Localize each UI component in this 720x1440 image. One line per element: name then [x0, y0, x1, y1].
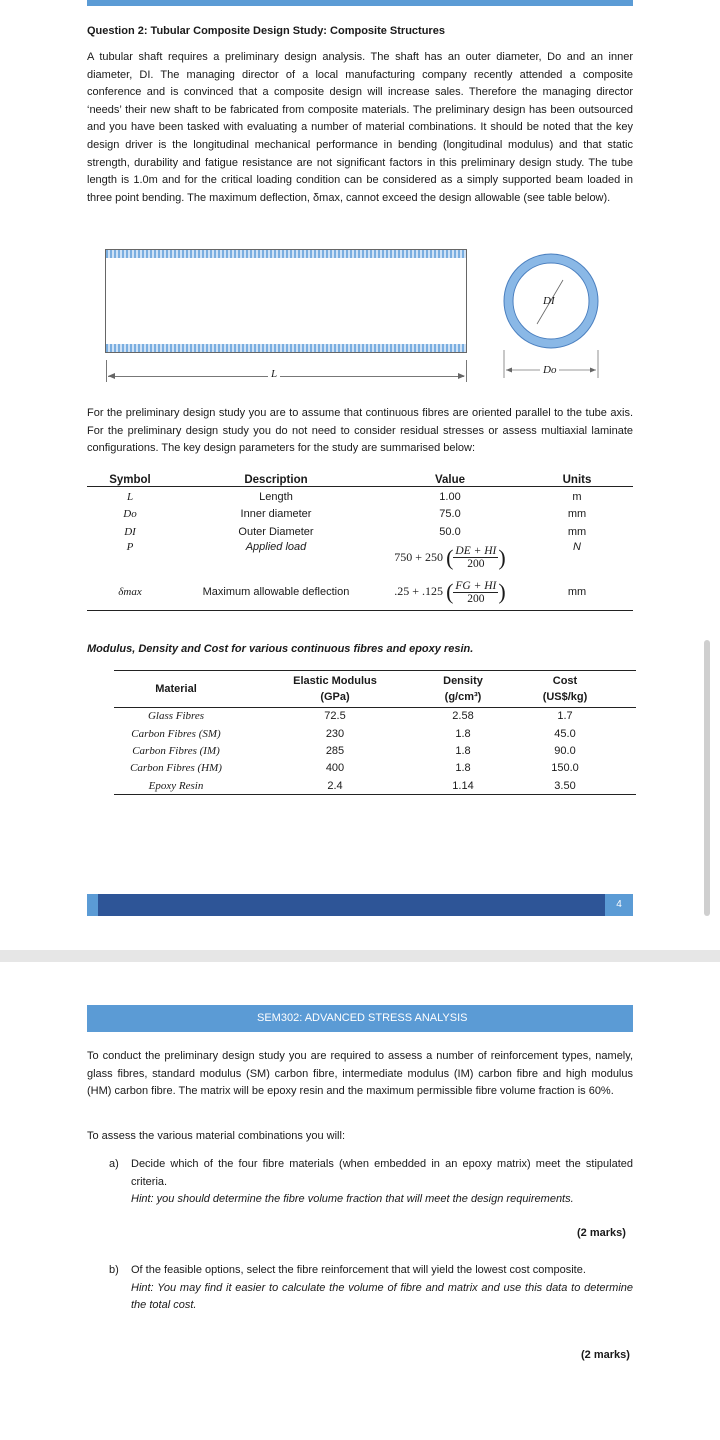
table-row — [114, 760, 636, 777]
material-name: Glass Fibres — [147, 710, 205, 723]
left-paren-icon: ( — [446, 579, 454, 605]
material-name: Carbon Fibres (IM) — [132, 744, 220, 757]
table-row — [87, 523, 633, 541]
formula-prefix: 750 + 250 — [394, 549, 444, 564]
material-cost: 3.50 — [494, 777, 636, 794]
task-label: a) — [109, 1158, 119, 1170]
param-description: Inner diameter — [240, 507, 312, 520]
page-footer-bar — [87, 894, 633, 916]
param-value: 1.00 — [439, 490, 461, 503]
question-title: Question 2: Tubular Composite Design Study: Composite Structures — [87, 25, 445, 37]
param-symbol: P — [126, 540, 134, 553]
table-row — [87, 487, 633, 505]
material-name: Epoxy Resin — [114, 777, 238, 794]
material-modulus: 230 — [325, 727, 345, 740]
table-header-row — [114, 671, 636, 708]
param-value-formula — [379, 541, 521, 575]
length-extension-left — [106, 360, 107, 382]
header-description: Description — [173, 473, 379, 487]
tube-wall-bottom — [106, 344, 466, 352]
header-density — [432, 671, 494, 708]
tube-cross-section — [500, 248, 610, 378]
param-description: Outer Diameter — [238, 525, 314, 538]
length-dimension-line — [108, 376, 464, 377]
material-cost: 1.7 — [557, 710, 573, 723]
param-units: mm — [567, 525, 587, 538]
header-modulus-unit: (GPa) — [320, 691, 350, 703]
design-parameters-table — [87, 473, 633, 611]
table-row — [114, 777, 636, 794]
document-page-2 — [0, 962, 720, 1440]
tube-side-view — [105, 249, 467, 353]
table-row — [114, 742, 636, 759]
left-paren-icon: ( — [446, 544, 454, 570]
param-units: m — [572, 490, 582, 503]
header-modulus-label: Elastic Modulus — [293, 675, 377, 687]
task-hint: Hint: you should determine the fibre volume fraction that will meet the design requirements. — [131, 1193, 574, 1206]
material-modulus: 285 — [325, 744, 345, 757]
formula-numerator: DE + HI — [455, 545, 497, 557]
material-density: 1.14 — [432, 777, 494, 794]
length-label: L — [268, 368, 280, 380]
material-density: 1.8 — [455, 727, 471, 740]
header-symbol: Symbol — [87, 473, 173, 487]
formula-numerator: FG + HI — [455, 579, 497, 592]
formula-fraction — [453, 545, 498, 570]
header-cost-unit: (US$/kg) — [542, 691, 588, 703]
formula-fraction — [453, 580, 498, 605]
inner-diameter-label: DI — [543, 295, 555, 307]
header-value: Value — [379, 473, 521, 487]
header-modulus — [238, 671, 432, 708]
param-value-formula — [379, 575, 521, 611]
task-a-marks: (2 marks) — [577, 1227, 626, 1239]
header-units: Units — [521, 473, 633, 487]
formula-denominator: 200 — [467, 592, 485, 605]
table-row — [87, 505, 633, 523]
param-description: Applied load — [245, 540, 307, 553]
task-item-a — [109, 1156, 633, 1209]
scrollbar-thumb[interactable] — [704, 640, 710, 916]
material-modulus: 2.4 — [238, 777, 432, 794]
formula-denominator: 200 — [467, 558, 485, 570]
assess-intro: To assess the various material combinations you will: — [87, 1130, 346, 1142]
task-text: Decide which of the four fibre materials (when embedded in an epoxy matrix) meet the stipulated criteria. — [131, 1158, 633, 1188]
param-symbol: L — [126, 490, 134, 503]
param-value: 50.0 — [439, 525, 461, 538]
materials-table — [114, 670, 636, 795]
material-name: Carbon Fibres (HM) — [130, 762, 222, 775]
material-modulus: 72.5 — [324, 710, 346, 723]
material-density: 1.8 — [455, 744, 471, 757]
param-description: Maximum allowable deflection — [173, 575, 379, 611]
material-density: 2.58 — [452, 710, 474, 723]
assumptions-paragraph: For the preliminary design study you are to assume that continuous fibres are oriented parallel to the tube axis. For the preliminary design study you do not need to consider residual stresses or assess multiaxial laminate configurations. The key design parameters for the study are summarised below: — [87, 407, 633, 455]
param-symbol: δmax — [87, 575, 173, 611]
header-material: Material — [114, 671, 238, 708]
reinforcement-paragraph: To conduct the preliminary design study you are required to assess a number of reinforcement types, namely, glass fibres, standard modulus (SM) carbon fibre, intermediate modulus (IM) carbon fibre and high modulus (HM) carbon fibre. The matrix will be epoxy resin and the maximum permissible fibre volume fraction is 60%. — [87, 1050, 633, 1098]
outer-arrow-left — [506, 368, 512, 373]
table-header-row — [87, 473, 633, 487]
material-cost: 90.0 — [554, 744, 576, 757]
task-b-marks: (2 marks) — [581, 1349, 630, 1361]
table-row — [114, 725, 636, 742]
length-extension-right — [466, 360, 467, 382]
header-cost — [494, 671, 636, 708]
task-item-b — [109, 1262, 633, 1315]
header-density-unit: (g/cm³) — [444, 691, 482, 703]
header-cost-label: Cost — [552, 675, 578, 687]
task-hint: Hint: You may find it easier to calculate the volume of fibre and matrix and use this data to determine the total cost. — [131, 1281, 633, 1312]
table-row — [87, 541, 633, 575]
param-symbol: Do — [123, 507, 137, 520]
tube-wall-top — [106, 250, 466, 258]
task-label: b) — [109, 1264, 119, 1276]
length-arrow-right — [458, 373, 465, 379]
outer-diameter-label: Do — [540, 364, 559, 376]
right-paren-icon: ) — [498, 544, 506, 570]
page-separator — [0, 950, 720, 962]
page-number: 4 — [605, 894, 633, 916]
length-arrow-left — [108, 373, 115, 379]
page-top-accent-bar — [87, 0, 633, 6]
formula-prefix: .25 + .125 — [394, 584, 444, 598]
table-row — [114, 708, 636, 725]
param-symbol: DI — [124, 525, 136, 538]
header-density-label: Density — [443, 675, 483, 687]
table-row — [87, 575, 633, 611]
param-units: mm — [567, 507, 587, 520]
course-header: SEM302: ADVANCED STRESS ANALYSIS — [87, 1005, 633, 1032]
outer-arrow-right — [590, 368, 596, 373]
param-units: mm — [521, 575, 633, 611]
footer-accent — [87, 894, 98, 916]
material-modulus: 400 — [325, 762, 345, 775]
param-value: 75.0 — [439, 507, 461, 520]
materials-table-title: Modulus, Density and Cost for various continuous fibres and epoxy resin. — [87, 643, 474, 655]
material-name: Carbon Fibres (SM) — [131, 727, 221, 740]
right-paren-icon: ) — [498, 579, 506, 605]
material-density: 1.8 — [455, 762, 471, 775]
task-text: Of the feasible options, select the fibre reinforcement that will yield the lowest cost composite. — [131, 1264, 586, 1276]
param-units: N — [573, 540, 581, 553]
material-cost: 150.0 — [551, 762, 579, 775]
param-description: Length — [259, 490, 293, 503]
material-cost: 45.0 — [554, 727, 576, 740]
intro-paragraph: A tubular shaft requires a preliminary design analysis. The shaft has an outer diameter, Do and an inner diameter, DI. The managing director of a local manufacturing company recently attended a composite conference and is convinced that a composite design will increase sales. Therefore the managing director ‘needs’ their new shaft to be fabricated from composite materials. The preliminary design has been outsourced and you have been tasked with evaluating a number of material combinations. It should be noted that the key design driver is the longitudinal mechanical performance in bending (longitudinal modulus) and that static strength, durability and fatigue resistance are not significant factors in this preliminary design study. The tube length is 1.0m and for the critical loading condition can be considered as a simply supported beam loaded in three point bending. The maximum deflection, δmax, cannot exceed the design allowable (see table below). — [87, 51, 633, 204]
